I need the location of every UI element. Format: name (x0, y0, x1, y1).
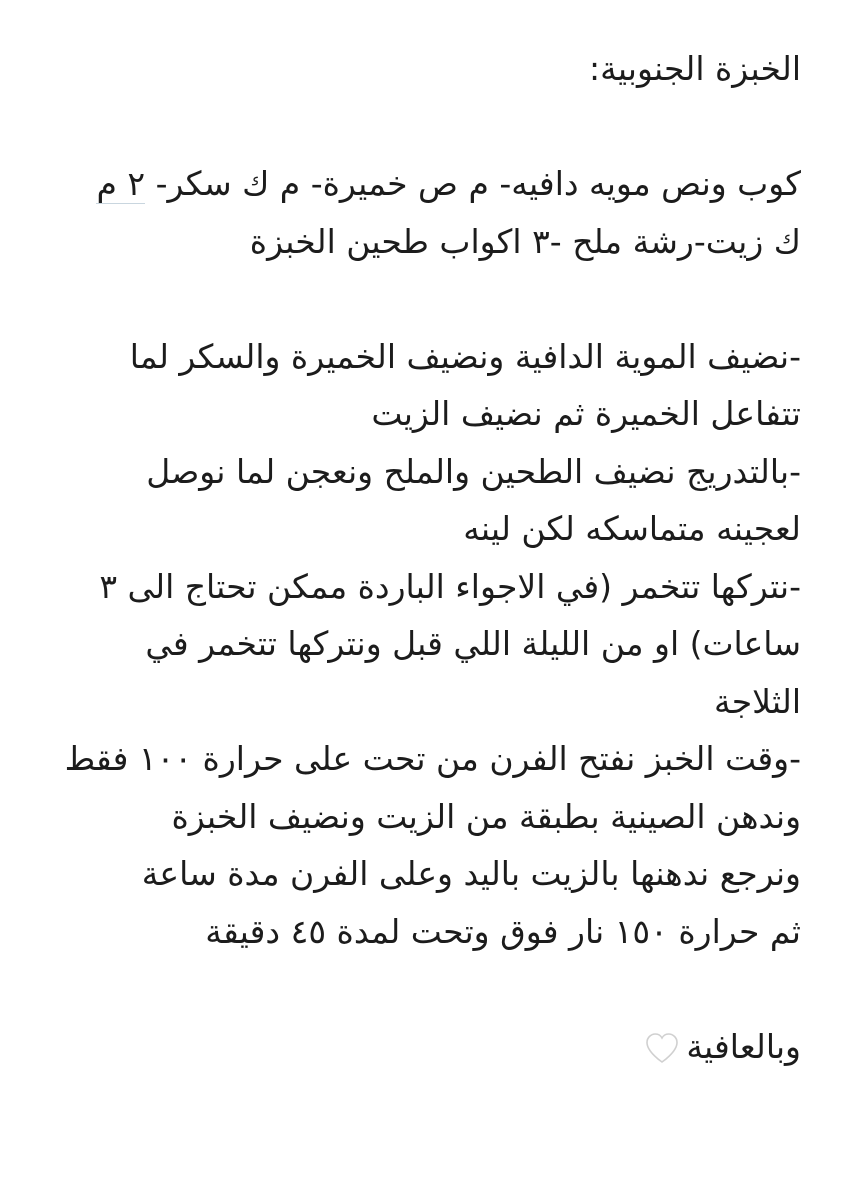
step-line: -نضيف الموية الدافية ونضيف الخميرة والسكر لما (129, 336, 801, 376)
closing-text: وبالعافية (686, 1026, 801, 1066)
step-line: ثم حرارة ١٥٠ نار فوق وتحت لمدة ٤٥ دقيقة (205, 911, 801, 951)
step-line: تتفاعل الخميرة ثم نضيف الزيت (371, 394, 801, 433)
note-body (41, 40, 801, 1075)
white-heart-icon (644, 1030, 680, 1066)
blank-line (41, 960, 801, 1018)
note-title: الخبزة الجنوبية: (589, 49, 801, 88)
ingredients-text: كوب ونص مويه دافيه- م ص خميرة- م ك سكر- (145, 164, 801, 203)
step-line: -بالتدريج نضيف الطحين والملح ونعجن لما نوصل (146, 451, 801, 491)
step-line: -وقت الخبز نفتح الفرن من تحت على حرارة ١٠٠ فقط (64, 739, 801, 778)
ingredients-line: ك زيت-رشة ملح -٣ اكواب طحين الخبزة (249, 221, 801, 261)
ingredients-line (41, 155, 801, 213)
measurement-link[interactable]: ٢ م (96, 164, 146, 203)
step-line: الثلاجة (714, 681, 801, 721)
blank-line (41, 98, 801, 156)
step-line: ساعات) او من الليلة اللي قبل ونتركها تتخمر في (145, 624, 801, 663)
closing-line (41, 1018, 801, 1076)
step-line: -نتركها تتخمر (في الاجواء الباردة ممكن تحتاج الى ٣ (99, 566, 801, 606)
step-line: ونرجع ندهنها بالزيت باليد وعلى الفرن مدة ساعة (141, 854, 801, 893)
step-line: لعجينه متماسكه لكن لينه (463, 509, 801, 548)
step-line: وندهن الصينية بطبقة من الزيت ونضيف الخبزة (171, 796, 801, 836)
blank-line (41, 270, 801, 328)
